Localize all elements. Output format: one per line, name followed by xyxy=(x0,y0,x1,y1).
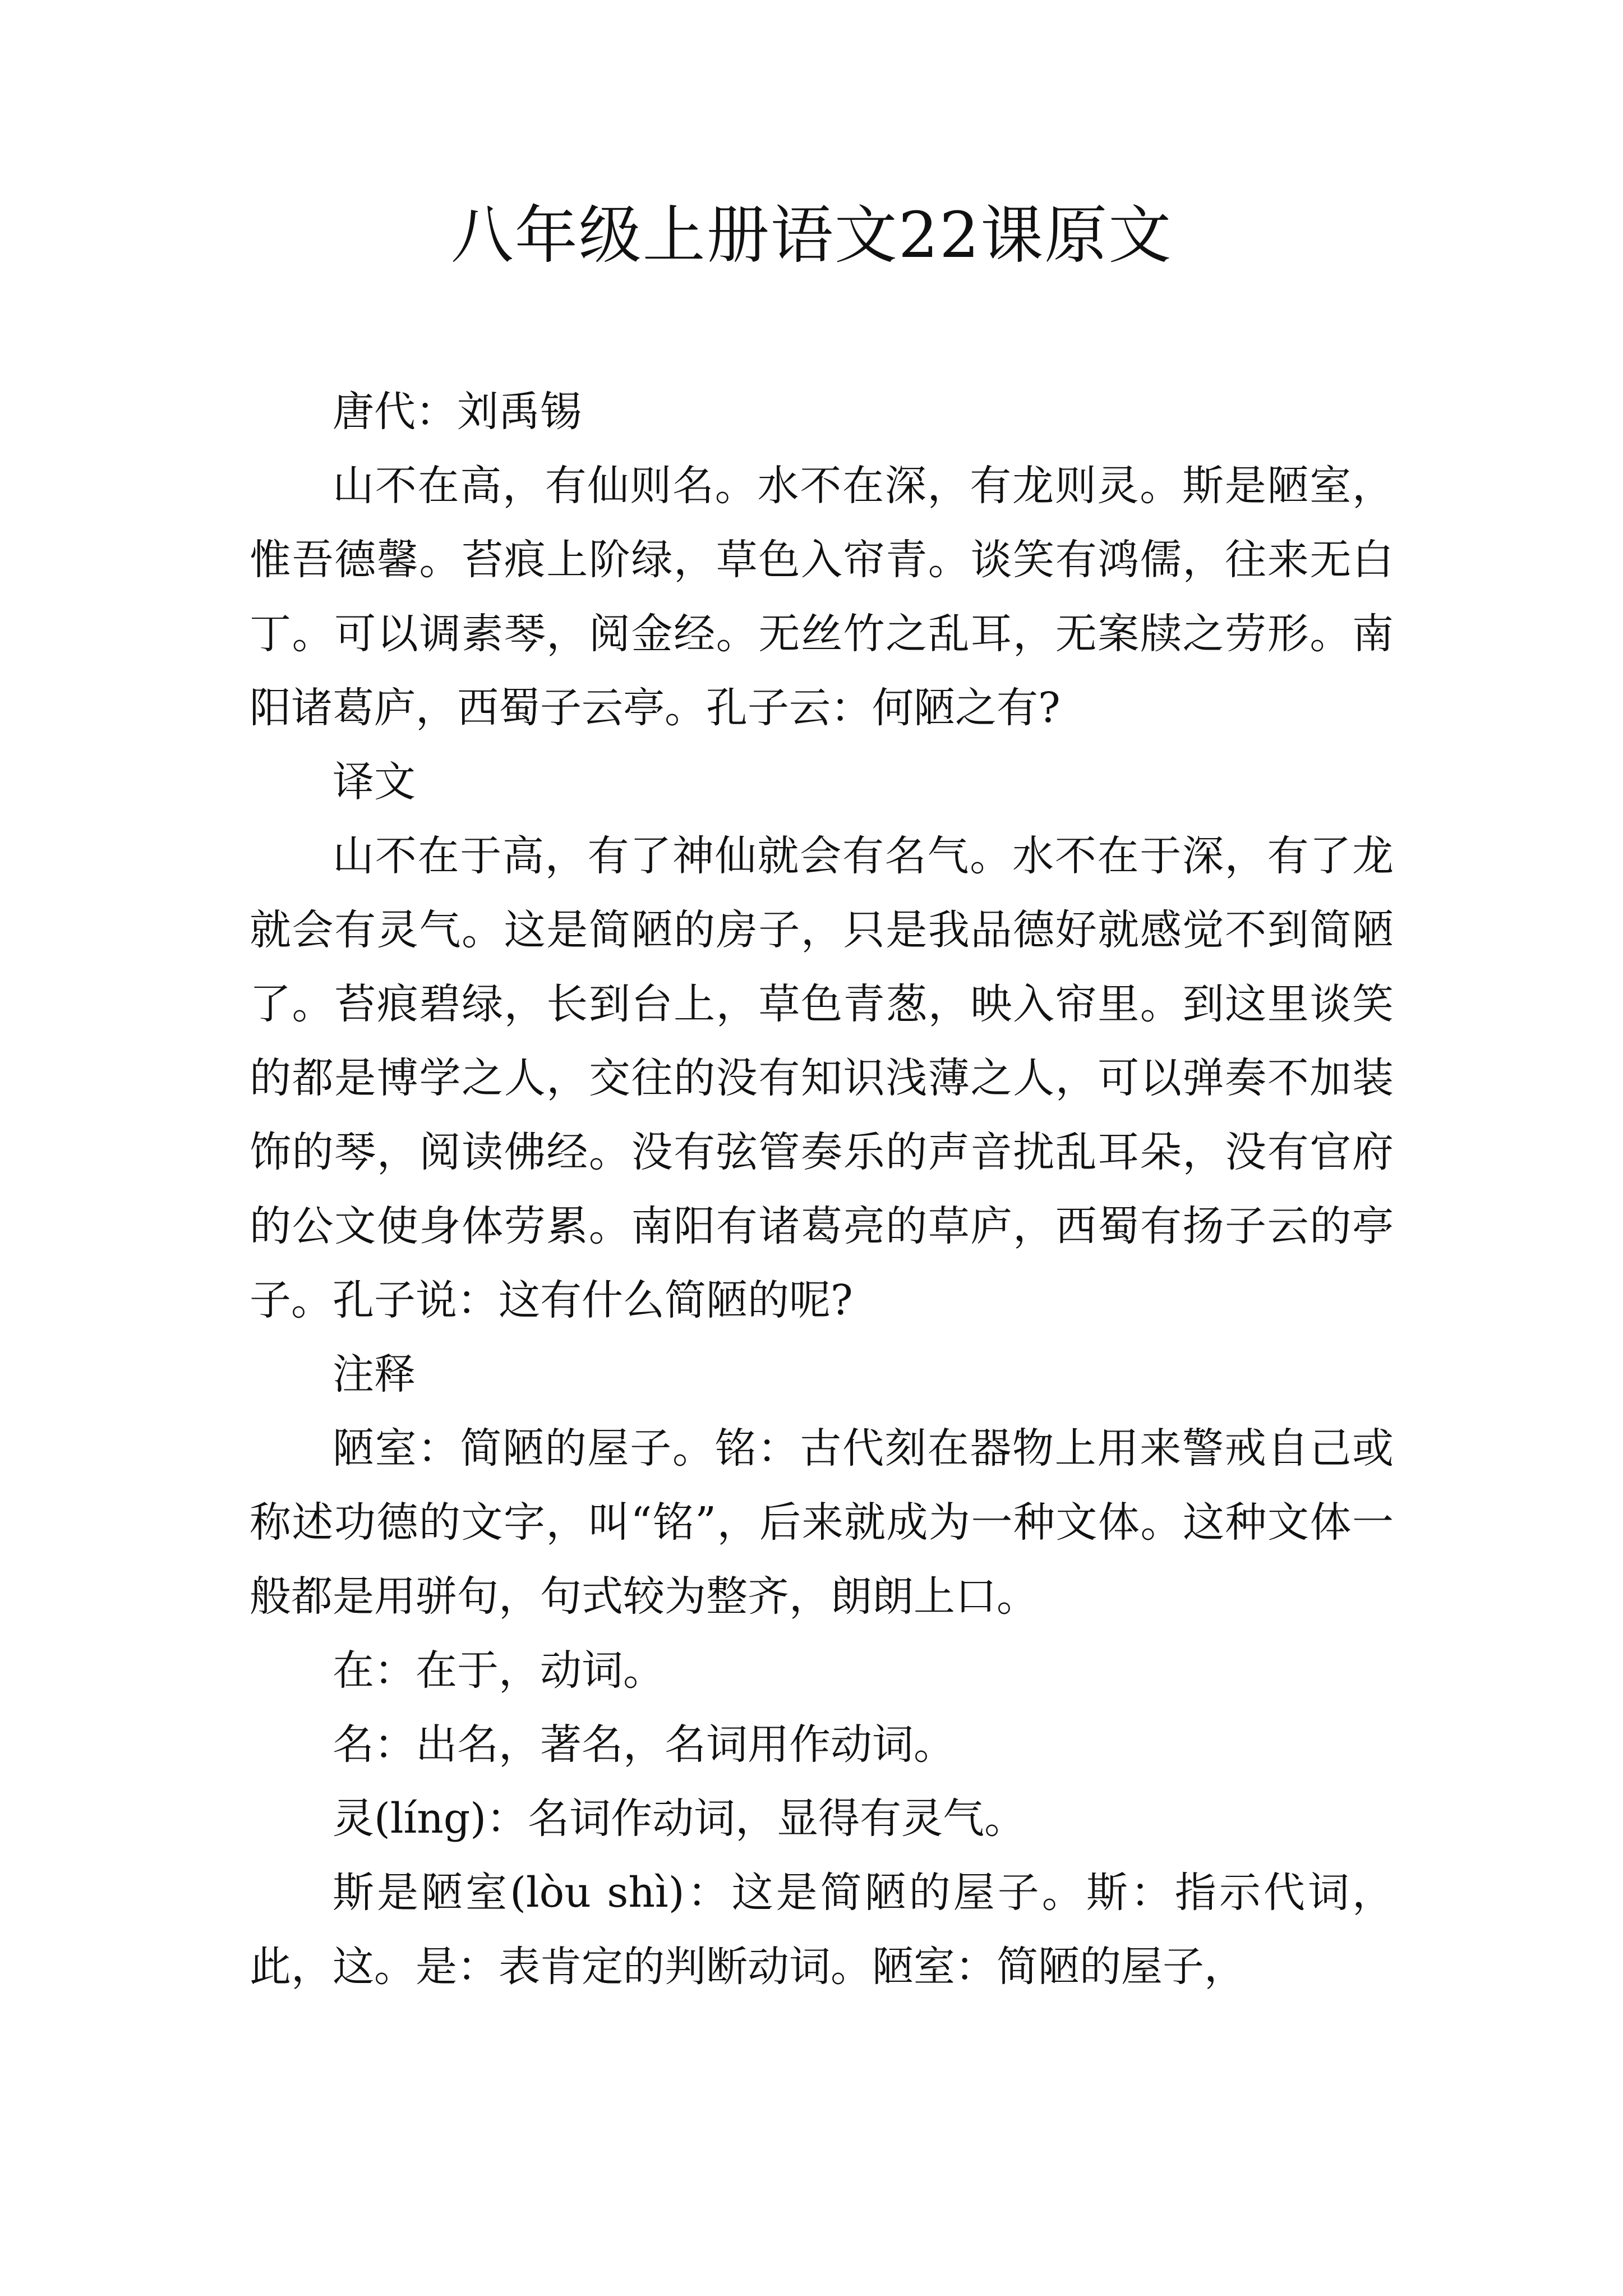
notes-heading: 注释 xyxy=(333,1350,416,1398)
original-text-paragraph: 山不在高，有仙则名。水不在深，有龙则灵。斯是陋室，惟吾德馨。苔痕上阶绿，草色入帘青。谈笑有鸿儒，往来无白丁。可以调素琴，阅金经。无丝竹之乱耳，无案牍之劳形。南阳诸葛庐，西蜀子云亭。孔子云：何陋之有? xyxy=(250,462,1394,732)
translation-paragraph: 山不在于高，有了神仙就会有名气。水不在于深，有了龙就会有灵气。这是简陋的房子，只是我品德好就感觉不到简陋了。苔痕碧绿，长到台上，草色青葱，映入帘里。到这里谈笑的都是博学之人，交往的没有知识浅薄之人，可以弹奏不加装饰的琴，阅读佛经。没有弦管奏乐的声音扰乱耳朵，没有官府的公文使身体劳累。南阳有诸葛亮的草庐，西蜀有扬子云的亭子。孔子说：这有什么简陋的呢? xyxy=(250,832,1394,1324)
author-line: 唐代：刘禹锡 xyxy=(333,388,582,436)
translation-heading: 译文 xyxy=(333,758,416,806)
note-paragraph: 在：在于，动词。 xyxy=(333,1646,665,1695)
note-paragraph: 灵(líng)：名词作动词，显得有灵气。 xyxy=(333,1795,1026,1843)
document-body xyxy=(250,375,1394,2004)
note-paragraph: 陋室：简陋的屋子。铭：古代刻在器物上用来警戒自己或称述功德的文字，叫“铭”，后来就成为一种文体。这种文体一般都是用骈句，句式较为整齐，朗朗上口。 xyxy=(250,1424,1394,1621)
note-paragraph: 名：出名，著名，名词用作动词。 xyxy=(333,1720,955,1769)
document-title: 八年级上册语文22课原文 xyxy=(450,199,1173,272)
note-paragraph: 斯是陋室(lòu shì)：这是简陋的屋子。斯：指示代词，此，这。是：表肯定的判断动词。陋室：简陋的屋子， xyxy=(250,1869,1394,1991)
